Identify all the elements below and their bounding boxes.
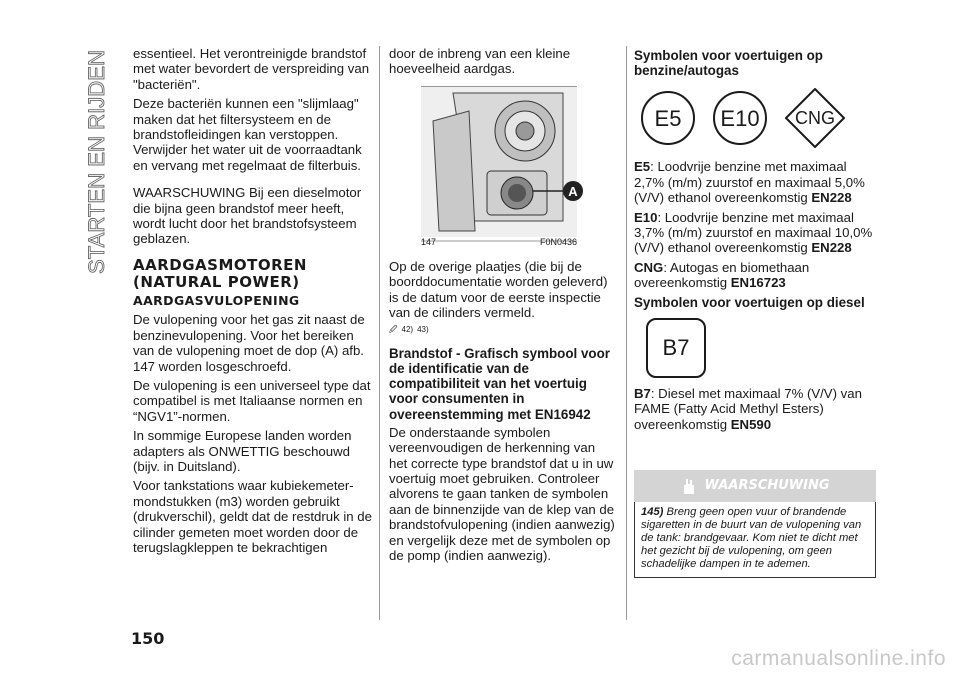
page-number: 150 — [131, 629, 165, 648]
fuel-text: : Autogas en biomethaan overeenkomstig — [634, 259, 810, 291]
fuel-description-e10 — [634, 210, 876, 256]
e5-badge-icon — [640, 90, 696, 146]
fuel-text: : Diesel met maximaal 7% (V/V) van FAME (Fatty Acid Methyl Esters) overeenkomstig — [634, 385, 862, 432]
figure-callout-label: A — [568, 183, 578, 199]
warning-box — [634, 502, 876, 578]
e10-badge-icon — [712, 90, 768, 146]
reference-ref: 43) — [417, 325, 429, 335]
section-heading: Symbolen voor voertuigen op diesel — [634, 294, 865, 310]
fuel-code: CNG — [634, 259, 664, 275]
paragraph: De vulopening is een universeel type dat compatibel is met Italiaanse normen en “NGV1”-normen. — [133, 377, 371, 424]
fuel-norm: EN228 — [811, 240, 852, 256]
column-divider — [379, 46, 380, 620]
reference-icon: 🖉 — [389, 325, 398, 335]
fuel-description-cng — [634, 260, 876, 291]
warning-title: WAARSCHUWING — [704, 478, 830, 494]
fuel-description-e5 — [634, 159, 876, 205]
column-3 — [634, 46, 876, 578]
warning-header — [634, 470, 876, 502]
column-1 — [133, 46, 373, 559]
fuel-norm: EN228 — [811, 190, 852, 206]
paragraph: door de inbreng van een kleine hoeveelheid aardgas. — [389, 46, 571, 77]
fuel-text: : Loodvrije benzine met maximaal 3,7% (m/m) zuurstof en maximaal 10,0% (V/V) ethanol overeenkomstig — [634, 209, 873, 256]
b7-badge-text: B7 — [662, 335, 690, 361]
section-heading: AARDGASMOTOREN (NATURAL POWER) — [133, 255, 307, 291]
chapter-side-title-text: STARTEN EN RIJDEN — [84, 51, 109, 274]
figure-caption — [421, 235, 577, 250]
paragraph: Voor tankstations waar kubiekemeter-mondstukken (m3) worden gebruikt (drukverschil), geldt dat de restdruk in de cilinder gemeten moet worden door de terugslagkleppen te bekrachtigen — [133, 478, 372, 555]
fuel-code: E5 — [634, 159, 651, 175]
fuel-filler-illustration — [413, 81, 585, 253]
paragraph: De vulopening voor het gas zit naast de benzinevulopening. Voor het bereiken van de vulopening moet de dop (A) afb. 147 worden losgeschroefd. — [133, 312, 365, 374]
paragraph: essentieel. Het verontreinigde brandstof met water bevordert de verspreiding van "bacteriën". — [133, 46, 370, 92]
figure-code: F0N0436 — [539, 237, 577, 248]
hand-warning-icon — [680, 477, 696, 495]
paragraph: WAARSCHUWING Bij een dieselmotor die bijna geen brandstof meer heeft, wordt lucht door het brandstofsysteem geblazen. — [133, 185, 362, 247]
paragraph: In sommige Europese landen worden adapters als ONWETTIG beschouwd (bijv. in Duitsland). — [133, 428, 352, 474]
e5-badge-text: E5 — [654, 105, 682, 131]
subsection-heading: AARDGASVULOPENING — [133, 292, 300, 308]
reference-marks — [389, 322, 617, 337]
section-heading: Brandstof - Grafisch symbool voor de identificatie van de compatibiliteit van het voertuig voor consumenten in overeenstemming met EN16942 — [389, 345, 610, 422]
fuel-norm: EN16723 — [730, 275, 786, 291]
e10-badge-text: E10 — [720, 105, 760, 131]
fuel-code: E10 — [634, 209, 658, 225]
cng-badge-icon — [784, 87, 846, 149]
figure-number: 147 — [421, 237, 437, 248]
figure-fuel-filler — [413, 81, 585, 253]
paragraph: De onderstaande symbolen vereenvoudigen de herkenning van het correcte type brandstof dat u in uw voertuig moet gebruiken. Controleer alvorens te gaan tanken de symbolen aan de binnenzijde van de klep van de brandstofvulopening (indien aanwezig) en vergelijk deze met de symbolen op de pomp (indien aanwezig). — [389, 424, 615, 564]
paragraph: Deze bacteriën kunnen een "slijmlaag" maken dat het filtersysteem en de brandstofleidingen kan verstoppen. Verwijder het water uit de voorraadtank en vervang met regelmaat de filterbuis. — [133, 96, 362, 173]
paragraph: Op de overige plaatjes (die bij de boorddocumentatie worden geleverd) is de datum voor de eerste inspectie van de cilinders vermeld. — [389, 258, 608, 321]
cng-badge-text: CNG — [795, 107, 835, 128]
fuel-description-b7 — [634, 386, 876, 432]
fuel-code: B7 — [634, 385, 651, 401]
b7-badge-icon — [646, 318, 706, 378]
fuel-badges — [640, 90, 876, 149]
column-divider — [626, 46, 627, 620]
watermark: carmanualsonline.info — [731, 647, 946, 670]
fuel-norm: EN590 — [730, 416, 772, 432]
column-2 — [389, 46, 617, 568]
chapter-side-title — [84, 48, 110, 276]
reference-ref: 42) — [401, 325, 414, 335]
section-heading: Symbolen voor voertuigen op benzine/autogas — [634, 48, 823, 79]
warning-number: 145) — [641, 506, 664, 519]
warning-text: Breng geen open vuur of brandende sigaretten in de buurt van de vulopening van de tank: brandgevaar. Kom niet te dicht met het gezicht bij de vulopening, om geen schadelijke dampen in te ademen. — [641, 506, 862, 571]
fuel-text: : Loodvrije benzine met maximaal 2,7% (m/m) zuurstof en maximaal 5,0% (V/V) ethanol overeenkomstig — [634, 159, 865, 206]
